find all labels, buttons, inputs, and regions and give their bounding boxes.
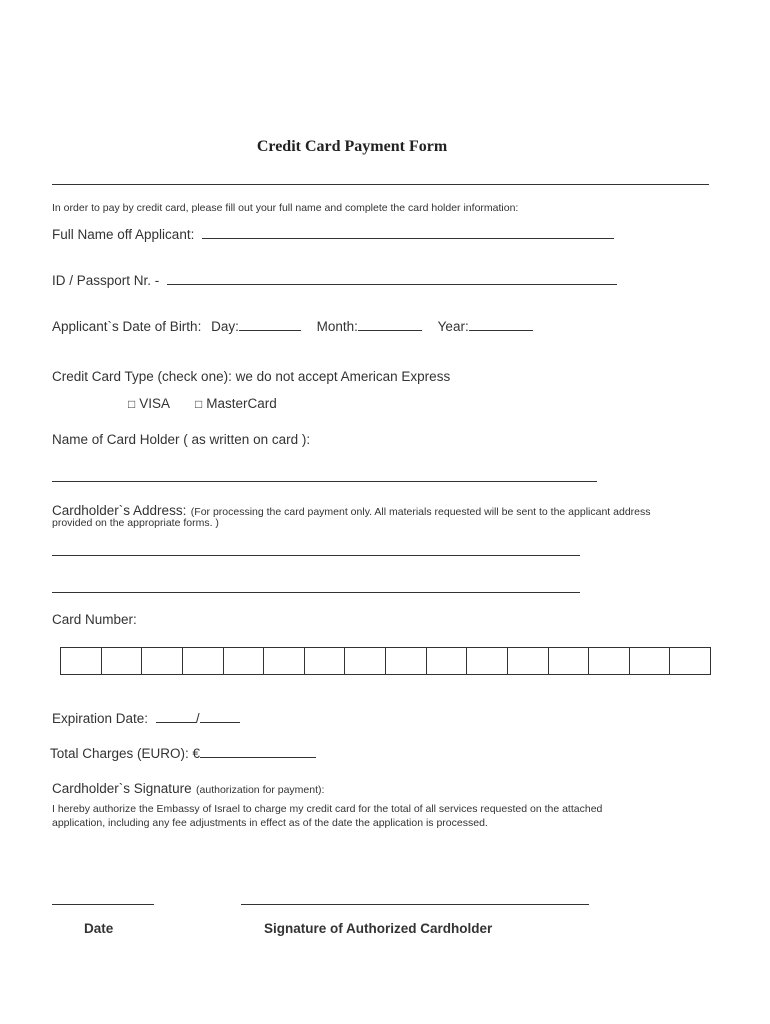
form-title: Credit Card Payment Form [256, 138, 448, 155]
card-number-cell[interactable] [102, 647, 143, 675]
card-number-cell[interactable] [589, 647, 630, 675]
card-number-cell[interactable] [549, 647, 590, 675]
id-field[interactable] [167, 272, 617, 285]
signature-row [52, 780, 324, 798]
authorization-text-line1: I hereby authorize the Embassy of Israel to charge my credit card for the total of all services requested on the attached [52, 803, 603, 815]
card-holder-field[interactable] [52, 481, 597, 482]
id-row [52, 272, 617, 288]
expiration-year-field[interactable] [200, 710, 240, 723]
dob-day-label: Day: [211, 319, 239, 334]
card-number-grid [60, 647, 711, 675]
card-number-cell[interactable] [264, 647, 305, 675]
expiration-row [52, 710, 240, 726]
card-number-cell[interactable] [61, 647, 102, 675]
card-number-cell[interactable] [224, 647, 265, 675]
full-name-label: Full Name off Applicant: [52, 227, 195, 242]
dob-year-label: Year: [437, 319, 469, 334]
total-field[interactable] [200, 745, 316, 758]
intro-text: In order to pay by credit card, please fill out your full name and complete the card holder information: [52, 202, 519, 214]
dob-month-label: Month: [316, 319, 358, 334]
card-type-options [128, 396, 277, 411]
expiration-month-field[interactable] [156, 710, 196, 723]
full-name-field[interactable] [202, 226, 614, 239]
card-number-label: Card Number: [52, 612, 137, 627]
signature-note: (authorization for payment): [196, 784, 325, 796]
address-field-line2[interactable] [52, 592, 580, 593]
expiration-separator: / [195, 711, 200, 726]
address-note-line1: (For processing the card payment only. All materials requested will be sent to the applicant address [190, 506, 651, 518]
id-label: ID / Passport Nr. - [52, 273, 160, 288]
card-number-cell[interactable] [670, 647, 711, 675]
card-number-cell[interactable] [142, 647, 183, 675]
dob-year-field[interactable] [469, 318, 533, 331]
mastercard-label: MasterCard [206, 396, 277, 411]
visa-option[interactable] [128, 396, 173, 411]
signature-label: Cardholder`s Signature [52, 781, 192, 796]
card-holder-label: Name of Card Holder ( as written on card ): [52, 432, 311, 447]
authorization-text-line2: application, including any fee adjustments in effect as of the date the application is processed. [52, 817, 488, 829]
card-number-cell[interactable] [427, 647, 468, 675]
card-number-cell[interactable] [508, 647, 549, 675]
total-label: Total Charges (EURO): € [50, 746, 201, 761]
card-number-cell[interactable] [630, 647, 671, 675]
address-label: Cardholder`s Address: [52, 503, 187, 518]
address-field-line1[interactable] [52, 555, 580, 556]
card-number-cell[interactable] [183, 647, 224, 675]
title-divider [52, 184, 709, 185]
dob-month-field[interactable] [358, 318, 422, 331]
card-number-cell[interactable] [305, 647, 346, 675]
date-field[interactable] [52, 904, 154, 905]
visa-checkbox-icon[interactable]: □ [128, 397, 136, 411]
cardholder-signature-label: Signature of Authorized Cardholder [264, 921, 493, 936]
dob-label: Applicant`s Date of Birth: [52, 319, 202, 334]
address-note-line2: provided on the appropriate forms. ) [52, 517, 219, 529]
dob-day-field[interactable] [239, 318, 301, 331]
card-number-cell[interactable] [467, 647, 508, 675]
date-label: Date [84, 921, 114, 936]
expiration-label: Expiration Date: [52, 711, 149, 726]
visa-label: VISA [139, 396, 170, 411]
mastercard-option[interactable] [195, 396, 277, 411]
total-row [50, 745, 316, 761]
cardholder-signature-field[interactable] [241, 904, 589, 905]
full-name-row [52, 226, 614, 242]
card-number-cell[interactable] [386, 647, 427, 675]
card-number-cell[interactable] [345, 647, 386, 675]
mastercard-checkbox-icon[interactable]: □ [195, 397, 203, 411]
dob-row [52, 318, 533, 334]
card-type-label: Credit Card Type (check one): we do not accept American Express [52, 369, 451, 384]
